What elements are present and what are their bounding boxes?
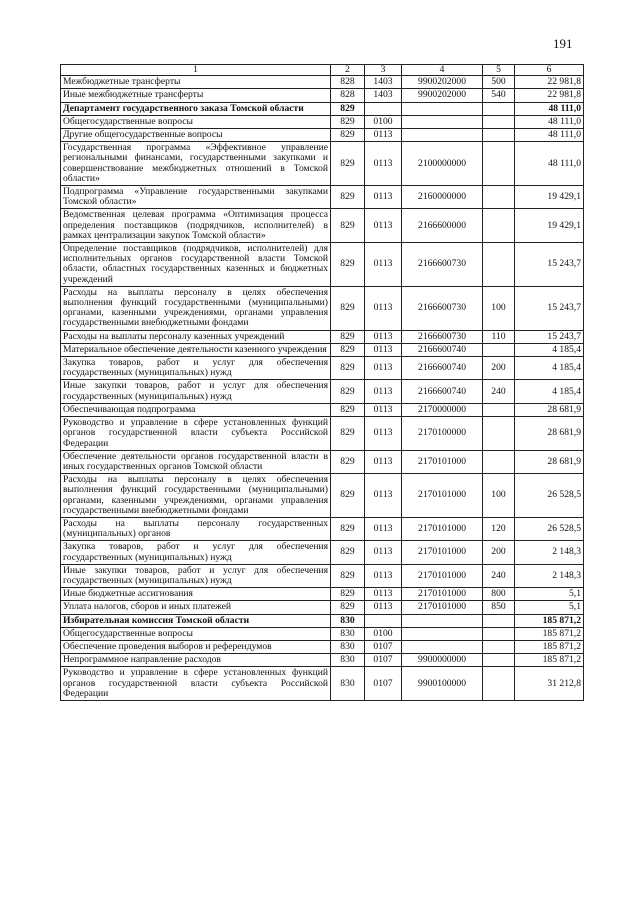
row-name: Подпрограмма «Управление государственными закупками Томской области»	[61, 186, 331, 209]
row-name: Другие общегосударственные вопросы	[61, 129, 331, 142]
table-row	[61, 541, 584, 564]
row-expense-type: 240	[483, 564, 515, 587]
table-row	[61, 474, 584, 518]
row-admin-code: 829	[331, 129, 365, 142]
row-section-code: 1403	[365, 76, 402, 89]
row-target-code	[402, 627, 483, 640]
row-name: Закупка товаров, работ и услуг для обеспечения государственных (муниципальных) нужд	[61, 357, 331, 380]
row-section-code: 0113	[365, 186, 402, 209]
row-amount: 28 681,9	[515, 450, 584, 473]
row-section-code: 0113	[365, 142, 402, 186]
row-name: Руководство и управление в сфере установленных функций органов государственной власти субъекта Российской Федерации	[61, 417, 331, 451]
row-target-code: 9900100000	[402, 667, 483, 701]
row-admin-code: 829	[331, 474, 365, 518]
row-target-code: 2170101000	[402, 601, 483, 614]
row-admin-code: 830	[331, 614, 365, 627]
row-section-code: 0113	[365, 517, 402, 540]
row-expense-type: 540	[483, 89, 515, 102]
row-section-code: 0113	[365, 209, 402, 243]
row-name: Иные закупки товаров, работ и услуг для обеспечения государственных (муниципальных) нужд	[61, 564, 331, 587]
table-row	[61, 614, 584, 627]
row-amount: 15 243,7	[515, 330, 584, 343]
row-section-code: 0107	[365, 640, 402, 653]
row-admin-code: 830	[331, 654, 365, 667]
table-row	[61, 667, 584, 701]
row-section-code: 0113	[365, 541, 402, 564]
row-amount: 15 243,7	[515, 243, 584, 287]
row-admin-code: 829	[331, 115, 365, 128]
row-expense-type: 100	[483, 474, 515, 518]
row-expense-type	[483, 142, 515, 186]
row-admin-code: 829	[331, 209, 365, 243]
row-admin-code: 829	[331, 588, 365, 601]
row-section-code	[365, 614, 402, 627]
row-name: Расходы на выплаты персоналу в целях обеспечения выполнения функций государственными (муниципальными) органами, казенными учреждениями, органами управления государственными внебюджетными фондами	[61, 474, 331, 518]
table-row	[61, 417, 584, 451]
row-expense-type	[483, 450, 515, 473]
table-row	[61, 286, 584, 330]
row-expense-type	[483, 640, 515, 653]
row-amount: 26 528,5	[515, 517, 584, 540]
table-row	[61, 129, 584, 142]
row-target-code: 9900000000	[402, 654, 483, 667]
row-expense-type	[483, 209, 515, 243]
row-expense-type: 850	[483, 601, 515, 614]
row-section-code: 0113	[365, 450, 402, 473]
table-row	[61, 564, 584, 587]
row-expense-type	[483, 343, 515, 356]
row-amount: 15 243,7	[515, 286, 584, 330]
row-expense-type: 240	[483, 380, 515, 403]
row-amount: 4 185,4	[515, 380, 584, 403]
row-name: Закупка товаров, работ и услуг для обеспечения государственных (муниципальных) нужд	[61, 541, 331, 564]
row-section-code: 0113	[365, 474, 402, 518]
row-expense-type	[483, 627, 515, 640]
table-row	[61, 654, 584, 667]
table-row	[61, 89, 584, 102]
row-section-code: 0113	[365, 286, 402, 330]
table-row	[61, 640, 584, 653]
row-expense-type	[483, 417, 515, 451]
row-expense-type	[483, 667, 515, 701]
row-expense-type: 120	[483, 517, 515, 540]
row-admin-code: 829	[331, 403, 365, 416]
row-section-code: 0100	[365, 115, 402, 128]
row-admin-code: 829	[331, 330, 365, 343]
row-target-code	[402, 640, 483, 653]
row-section-code: 0113	[365, 357, 402, 380]
row-target-code: 2166600730	[402, 330, 483, 343]
row-admin-code: 829	[331, 343, 365, 356]
row-amount: 48 111,0	[515, 142, 584, 186]
header-col-2: 2	[331, 65, 365, 76]
row-expense-type	[483, 129, 515, 142]
row-target-code: 2100000000	[402, 142, 483, 186]
row-amount: 2 148,3	[515, 564, 584, 587]
row-admin-code: 829	[331, 601, 365, 614]
table-row	[61, 115, 584, 128]
row-amount: 28 681,9	[515, 403, 584, 416]
row-target-code: 2170101000	[402, 450, 483, 473]
row-amount: 5,1	[515, 588, 584, 601]
row-section-code: 0113	[365, 564, 402, 587]
row-target-code: 2170101000	[402, 541, 483, 564]
row-admin-code: 829	[331, 102, 365, 115]
row-admin-code: 829	[331, 417, 365, 451]
row-name: Обеспечение проведения выборов и референдумов	[61, 640, 331, 653]
row-target-code: 2166600740	[402, 343, 483, 356]
table-row	[61, 403, 584, 416]
row-expense-type	[483, 614, 515, 627]
row-amount: 5,1	[515, 601, 584, 614]
row-target-code: 9900202000	[402, 89, 483, 102]
row-section-code: 0113	[365, 601, 402, 614]
row-target-code	[402, 115, 483, 128]
row-section-code: 0113	[365, 380, 402, 403]
row-target-code	[402, 102, 483, 115]
row-amount: 185 871,2	[515, 614, 584, 627]
row-expense-type	[483, 403, 515, 416]
row-name: Общегосударственные вопросы	[61, 115, 331, 128]
row-section-code: 0113	[365, 343, 402, 356]
row-amount: 185 871,2	[515, 627, 584, 640]
budget-table	[60, 64, 584, 701]
table-row	[61, 76, 584, 89]
row-section-code: 0113	[365, 403, 402, 416]
row-amount: 185 871,2	[515, 654, 584, 667]
row-amount: 4 185,4	[515, 343, 584, 356]
table-row	[61, 209, 584, 243]
row-target-code: 2170000000	[402, 403, 483, 416]
table-row	[61, 186, 584, 209]
table-row	[61, 450, 584, 473]
row-section-code	[365, 102, 402, 115]
row-target-code: 2170101000	[402, 564, 483, 587]
row-amount: 48 111,0	[515, 102, 584, 115]
row-name: Департамент государственного заказа Томской области	[61, 102, 331, 115]
row-target-code	[402, 129, 483, 142]
row-section-code: 0107	[365, 667, 402, 701]
row-target-code	[402, 614, 483, 627]
header-col-1: 1	[61, 65, 331, 76]
row-name: Расходы на выплаты персоналу государственных (муниципальных) органов	[61, 517, 331, 540]
row-amount: 2 148,3	[515, 541, 584, 564]
row-expense-type	[483, 654, 515, 667]
row-section-code: 1403	[365, 89, 402, 102]
row-name: Иные бюджетные ассигнования	[61, 588, 331, 601]
table-row	[61, 243, 584, 287]
table-row	[61, 588, 584, 601]
row-name: Обеспечивающая подпрограмма	[61, 403, 331, 416]
row-section-code: 0113	[365, 588, 402, 601]
row-name: Обеспечение деятельности органов государственной власти в иных государственных органов Томской области	[61, 450, 331, 473]
table-row	[61, 357, 584, 380]
row-amount: 19 429,1	[515, 186, 584, 209]
row-name: Руководство и управление в сфере установленных функций органов государственной власти субъекта Российской Федерации	[61, 667, 331, 701]
row-name: Государственная программа «Эффективное управление региональными финансами, государственными закупками и совершенствование межбюджетных отношений в Томской области»	[61, 142, 331, 186]
row-expense-type: 110	[483, 330, 515, 343]
table-row	[61, 343, 584, 356]
row-section-code: 0107	[365, 654, 402, 667]
row-target-code: 2166600740	[402, 357, 483, 380]
table-row	[61, 601, 584, 614]
header-col-5: 5	[483, 65, 515, 76]
row-amount: 22 981,8	[515, 76, 584, 89]
row-expense-type	[483, 186, 515, 209]
row-admin-code: 829	[331, 243, 365, 287]
row-amount: 185 871,2	[515, 640, 584, 653]
row-admin-code: 830	[331, 627, 365, 640]
row-name: Общегосударственные вопросы	[61, 627, 331, 640]
row-admin-code: 829	[331, 357, 365, 380]
row-name: Межбюджетные трансферты	[61, 76, 331, 89]
row-admin-code: 829	[331, 564, 365, 587]
row-target-code: 9900202000	[402, 76, 483, 89]
row-admin-code: 828	[331, 76, 365, 89]
row-admin-code: 830	[331, 640, 365, 653]
row-target-code: 2170101000	[402, 517, 483, 540]
row-name: Иные межбюджетные трансферты	[61, 89, 331, 102]
row-amount: 26 528,5	[515, 474, 584, 518]
row-name: Избирательная комиссия Томской области	[61, 614, 331, 627]
row-expense-type	[483, 115, 515, 128]
row-name: Ведомственная целевая программа «Оптимизация процесса определения поставщиков (подрядчиков, исполнителей) в рамках централизации закупок Томской области»	[61, 209, 331, 243]
budget-table-body	[61, 65, 584, 701]
row-section-code: 0113	[365, 417, 402, 451]
row-admin-code: 829	[331, 286, 365, 330]
row-name: Расходы на выплаты персоналу казенных учреждений	[61, 330, 331, 343]
row-target-code: 2166600740	[402, 380, 483, 403]
row-section-code: 0113	[365, 129, 402, 142]
header-col-3: 3	[365, 65, 402, 76]
row-target-code: 2170100000	[402, 417, 483, 451]
row-expense-type	[483, 243, 515, 287]
row-name: Материальное обеспечение деятельности казенного учреждения	[61, 343, 331, 356]
row-name: Определение поставщиков (подрядчиков, исполнителей) для исполнительных органов государственной власти Томской области, областных государственных казенных и бюджетных учреждений	[61, 243, 331, 287]
row-admin-code: 829	[331, 186, 365, 209]
table-row	[61, 102, 584, 115]
row-name: Непрограммное направление расходов	[61, 654, 331, 667]
row-admin-code: 829	[331, 541, 365, 564]
table-header-row	[61, 65, 584, 76]
row-admin-code: 828	[331, 89, 365, 102]
row-amount: 31 212,8	[515, 667, 584, 701]
row-admin-code: 829	[331, 142, 365, 186]
row-amount: 22 981,8	[515, 89, 584, 102]
row-expense-type: 500	[483, 76, 515, 89]
header-col-6: 6	[515, 65, 584, 76]
row-name: Расходы на выплаты персоналу в целях обеспечения выполнения функций государственными (муниципальными) органами, казенными учреждениями, органами управления государственными внебюджетными фондами	[61, 286, 331, 330]
table-row	[61, 330, 584, 343]
row-amount: 28 681,9	[515, 417, 584, 451]
row-expense-type: 200	[483, 357, 515, 380]
row-name: Уплата налогов, сборов и иных платежей	[61, 601, 331, 614]
row-admin-code: 829	[331, 380, 365, 403]
row-section-code: 0100	[365, 627, 402, 640]
row-admin-code: 830	[331, 667, 365, 701]
table-row	[61, 517, 584, 540]
table-row	[61, 142, 584, 186]
table-row	[61, 380, 584, 403]
row-section-code: 0113	[365, 330, 402, 343]
row-amount: 4 185,4	[515, 357, 584, 380]
row-amount: 48 111,0	[515, 115, 584, 128]
row-admin-code: 829	[331, 517, 365, 540]
row-amount: 48 111,0	[515, 129, 584, 142]
header-col-4: 4	[402, 65, 483, 76]
row-name: Иные закупки товаров, работ и услуг для обеспечения государственных (муниципальных) нужд	[61, 380, 331, 403]
row-expense-type	[483, 102, 515, 115]
row-target-code: 2166600730	[402, 286, 483, 330]
row-target-code: 2166600730	[402, 243, 483, 287]
row-expense-type: 800	[483, 588, 515, 601]
page-number: 191	[553, 36, 573, 51]
row-amount: 19 429,1	[515, 209, 584, 243]
row-expense-type: 200	[483, 541, 515, 564]
row-target-code: 2170101000	[402, 588, 483, 601]
row-target-code: 2170101000	[402, 474, 483, 518]
row-target-code: 2166600000	[402, 209, 483, 243]
row-target-code: 2160000000	[402, 186, 483, 209]
row-section-code: 0113	[365, 243, 402, 287]
table-row	[61, 627, 584, 640]
row-expense-type: 100	[483, 286, 515, 330]
row-admin-code: 829	[331, 450, 365, 473]
